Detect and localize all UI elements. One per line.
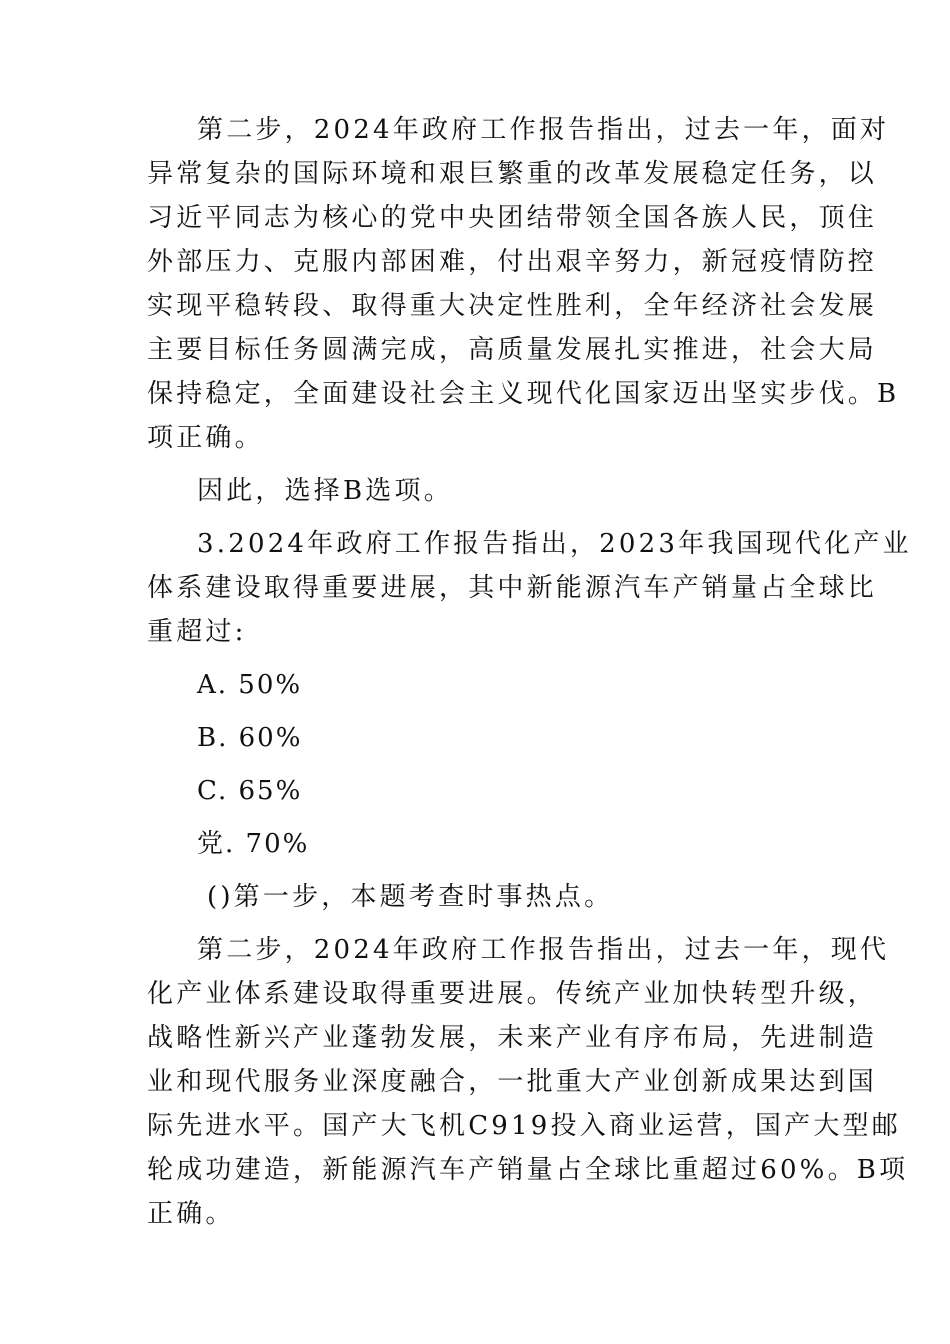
- paragraph-line: 异常复杂的国际环境和艰巨繁重的改革发展稳定任务，以: [147, 159, 878, 189]
- paragraph-line: 第二步，2024年政府工作报告指出，过去一年，面对: [197, 115, 890, 145]
- option-a: A. 50%: [197, 670, 303, 700]
- paragraph-line: 外部压力、克服内部困难，付出艰辛努力，新冠疫情防控: [147, 247, 878, 277]
- option-b: B. 60%: [197, 723, 303, 753]
- question-line: 重超过:: [147, 617, 247, 647]
- conclusion-line: 因此，选择B选项。: [197, 476, 453, 506]
- option-d: 党. 70%: [197, 829, 310, 859]
- paragraph-line: 保持稳定，全面建设社会主义现代化国家迈出坚实步伐。B: [147, 379, 900, 409]
- question-line: 体系建设取得重要进展，其中新能源汽车产销量占全球比: [147, 573, 878, 603]
- paragraph-line: 习近平同志为核心的党中央团结带领全国各族人民，顶住: [147, 203, 878, 233]
- paragraph-line: 化产业体系建设取得重要进展。传统产业加快转型升级，: [147, 979, 878, 1009]
- paragraph-line: 实现平稳转段、取得重大决定性胜利，全年经济社会发展: [147, 291, 878, 321]
- option-c: C. 65%: [197, 776, 303, 806]
- paragraph-line: 正确。: [147, 1199, 235, 1229]
- question-line: 3.2024年政府工作报告指出，2023年我国现代化产业: [197, 529, 912, 559]
- paragraph-line: 战略性新兴产业蓬勃发展，未来产业有序布局，先进制造: [147, 1023, 878, 1053]
- paragraph-line: 项正确。: [147, 423, 264, 453]
- step-one-line: ()第一步，本题考查时事热点。: [207, 882, 614, 912]
- paragraph-line: 业和现代服务业深度融合，一批重大产业创新成果达到国: [147, 1067, 878, 1097]
- paragraph-line: 主要目标任务圆满完成，高质量发展扎实推进，社会大局: [147, 335, 878, 365]
- paragraph-line: 第二步，2024年政府工作报告指出，过去一年，现代: [197, 935, 890, 965]
- paragraph-line: 际先进水平。国产大飞机C919投入商业运营，国产大型邮: [147, 1111, 901, 1141]
- paragraph-line: 轮成功建造，新能源汽车产销量占全球比重超过60%。B项: [147, 1155, 909, 1185]
